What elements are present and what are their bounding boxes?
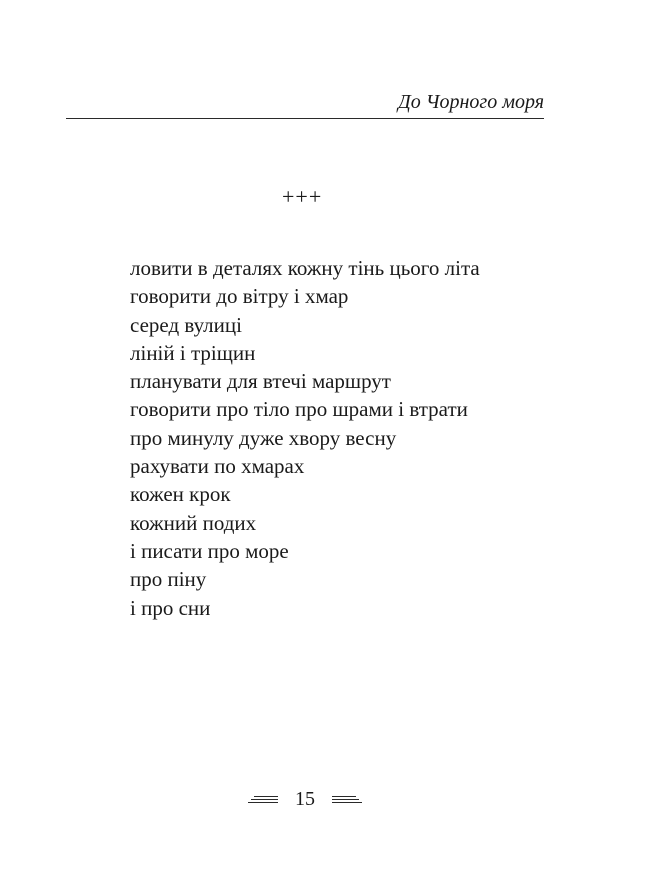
poem-line: серед вулиці (130, 312, 242, 337)
folio-ornament-right (332, 796, 362, 803)
page-folio (248, 786, 362, 812)
poem-line: про піну (130, 567, 207, 592)
poem-line: і про сни (130, 595, 211, 620)
folio-ornament-left (248, 796, 278, 803)
section-mark: +++ (282, 184, 323, 209)
running-head-title: До Чорного моря (397, 91, 544, 113)
poem-line: про минулу дуже хвору весну (130, 425, 397, 450)
poem-line: і писати про море (130, 538, 289, 563)
poem-line: кожний подих (130, 510, 257, 535)
poem-body (130, 254, 480, 622)
poem-line: говорити до вітру і хмар (130, 284, 349, 309)
poem-line: рахувати по хмарах (130, 454, 305, 479)
page-number: 15 (295, 788, 315, 810)
poem-line: кожен крок (130, 482, 231, 507)
poem-line: говорити про тіло про шрами і втрати (130, 397, 468, 422)
header-rule (66, 118, 544, 119)
poem-line: ліній і тріщин (130, 340, 256, 365)
poem-line: планувати для втечі маршрут (130, 369, 391, 394)
poem-line: ловити в деталях кожну тінь цього літа (130, 256, 480, 280)
